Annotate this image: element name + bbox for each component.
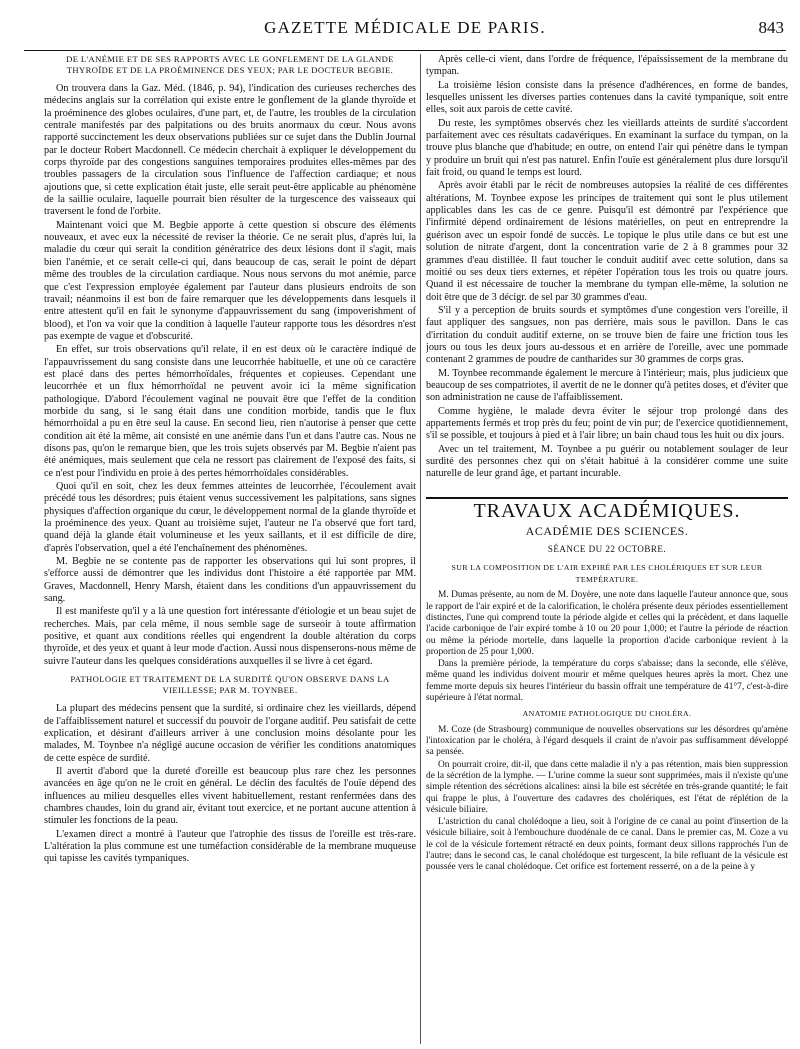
paragraph: M. Begbie ne se contente pas de rapporter les observations qui lui sont propres, il s'efforce aussi de démontrer que les individus dont l'histoire a été rapportée par MM. Graves, Macdonnell, Henry Marsh, étaient dans les conditions d'un appauvrissement du sang. [44, 556, 416, 605]
article-title-air-expire: SUR LA COMPOSITION DE L'AIR EXPIRÉ PAR LES CHOLÉRIQUES ET SUR LEUR TEMPÉRATURE. [451, 562, 763, 585]
page-number: 843 [758, 18, 784, 37]
composition-section [426, 590, 788, 704]
paragraph: En effet, sur trois observations qu'il relate, il en est deux où le caractère indiqué de l'appauvrissement du sang consiste dans une leucorrhée habituelle, et une où ce caractère est placé dans des pertes hémorrhoïdales, fréquentes et copieuses. Cependant une leucorrhée et un flux hémorrhoïdal ne peuvent avoir ici la même signification pathologique. D'abord l'écoulement vaginal ne pouvait être que l'effet de la condition morbide du sang, si le sang était dans une condition morbide, tandis que le flux hémorrhoïdal a pu en être seul la cause. En second lieu, rien n'autorise à penser que cette condition ait été la même, ait consisté en une anémie dans l'un et dans l'autre cas. Nous ne disons pas, qu'on le remarque bien, que les trois sujets observés par M. Begbie n'aient pas été anémiques, mais seulement que cela ne ressort pas clairement de l'exposé des faits, si ce n'est pour l'individu en proie à des pertes hémorrhoïdales considérables. [44, 344, 416, 479]
paragraph: Il avertit d'abord que la dureté d'oreille est beaucoup plus rare chez les personnes avancées en âge qu'on ne le croit en général. Le déclin des facultés de l'ouïe dépend des influences au milieu desquelles elles vivent habituellement, restant renfermées dans des chambres chaudes, loin du grand air, évitant tout exercice, et ne portant aucune attention à stimuler les fonctions de la peau. [44, 765, 416, 827]
journal-title: GAZETTE MÉDICALE DE PARIS. [264, 18, 546, 37]
article-title-surdite: PATHOLOGIE ET TRAITEMENT DE LA SURDITÉ QU'ON OBSERVE DANS LA VIEILLESSE; PAR M. TOYNBEE. [70, 674, 390, 696]
right-column [426, 54, 788, 1044]
paragraph: M. Toynbee recommande également le mercure à l'intérieur; mais, plus judicieux que beaucoup de ses compatriotes, il avertit de ne le donner qu'à petites doses, et d'éviter que son administration ne cause de l'affaiblissement. [426, 367, 788, 404]
paragraph: M. Dumas présente, au nom de M. Doyère, une note dans laquelle l'auteur annonce que, sous le rapport de l'air expiré et de la calorification, le choléra présente deux périodes essentiellement distinctes, l'une qui comprend toute la période algide et celles qui la précèdent, et dans laquelle l'acide carbonique de l'air expiré tombe à 10 ou 20 pour 1,000; et l'autre la période de réaction ou même la période mortelle, dans laquelle la proportion d'acide carbonique revient à la proportion de 25 pour 1,000. [426, 590, 788, 657]
article-title-anemie: DE L'ANÉMIE ET DE SES RAPPORTS AVEC LE GONFLEMENT DE LA GLANDE THYROÏDE ET DE LA PROÉMINENCE DES YEUX; PAR LE DOCTEUR BEGBIE. [66, 54, 394, 75]
paragraph: Il est manifeste qu'il y a là une question fort intéressante d'étiologie et un beau sujet de recherches. Mais, par cela même, il nous semble sage de surseoir à toute affirmation positive, et quant aux conditions réelles qui engendrent la double altération du corps thyroïde, et des yeux et quant à leur mode d'action. Aussi nous dispenserons-nous même de suivre l'auteur dans les quelques considérations auxquelles il se livre à cet égard. [44, 606, 416, 667]
paragraph: M. Coze (de Strasbourg) communique de nouvelles observations sur les désordres qu'amène l'intoxication par le choléra, à l'égard desquels il craint de n'avoir pas suffisamment développé sa pensée. [426, 724, 788, 758]
paragraph: La troisième lésion consiste dans la présence d'adhérences, en forme de bandes, lesquelles unissent les diverses parties contenues dans la cavité tympanique, soit entre elles, soit aux parois de cette cavité. [426, 79, 788, 116]
paragraph: S'il y a perception de bruits sourds et symptômes d'une congestion vers l'oreille, il faut appliquer des sangsues, non pas derrière, mais sous le pavillon. Dans le cas d'irritation du conduit auditif externe, on se trouve bien de faire une friction tous les jours ou tous les deux jours au-dessous et en arrière de l'oreille, avec une pommade contenant 2 grammes de poudre de cantharides sur 30 grammes de corps gras. [426, 304, 788, 366]
paragraph: Dans la première période, la température du corps s'abaisse; dans la seconde, elle s'élève, même quand les individus doivent mourir et même quelques heures après la mort. Chez une femme morte depuis six heures l'intérieur du bassin offrait une température de 41°7, c'est-à-dire supérieure à l'état normal. [426, 659, 788, 704]
anatomie-section [426, 725, 788, 874]
column-divider [420, 54, 421, 1044]
paragraph: L'examen direct a montré à l'auteur que l'atrophie des tissus de l'oreille est très-rare. L'altération la plus commune est une tuméfaction considérable de la membrane muqueuse qui tapisse les cavités tympaniques. [44, 828, 416, 865]
paragraph: Avec un tel traitement, M. Toynbee a pu guérir ou notablement soulager de leur surdité des personnes chez qui on s'était habitué à la considérer comme une suite naturelle de leur grand âge, et partant incurable. [426, 443, 788, 480]
article-title-anatomie: ANATOMIE PATHOLOGIQUE DU CHOLÉRA. [522, 709, 692, 719]
paragraph: L'astriction du canal cholédoque a lieu, soit à l'origine de ce canal au point d'insertion de la vésicule biliaire, soit à l'embouchure duodénale de ce canal. Dans le premier cas, M. Coze a vu le col de la vésicule fortement rétracté en deux points, formant deux sillons rapprochés l'un de l'autre; dans le second cas, le canal cholédoque est turgescent, la bile refluant de la vésicule est poussée vers le canal cholédoque. Cet orifice est fortement resserré, on a de la peine à y [426, 817, 788, 873]
paragraph: Après avoir établi par le récit de nombreuses autopsies la réalité de ces différentes altérations, M. Toynbee expose les principes de traitement qui sont le plus utilement applicables dans les cas de ce genre. Puisqu'il est démontré par l'expérience que l'infirmité dépend ordinairement de lésions matérielles, on peut en entreprendre la guérison avec un espoir fondé de succès. Le topique le plus utile dans ce but est une solution de nitrate d'argent, dont la concentration varie de 2 à 8 grammes pour 32 grammes d'eau distillée. Il faut toucher le conduit auditif avec cette solution, dans sa moitié ou ses deux tiers externes, et répéter l'opération tous les trois ou quatre jours. Quand il est nécessaire de toucher la membrane du tympan elle-même, la solution ne doit être que de 3 décigr. de sel par 30 grammes d'eau. [426, 180, 788, 303]
paragraph: On pourrait croire, dit-il, que dans cette maladie il n'y a pas rétention, mais bien suppression de la sécrétion de la lymphe. — L'urine comme la sueur sont supprimées, mais il n'existe qu'une simple rétention des sécrétions alcalines: ainsi la bile est sécrétée en très-grande quantité; le fait qui frappe le plus, à l'ouverture des cadavres des cholériques, est l'état de réplétion de la vésicule biliaire. [426, 759, 788, 815]
academie-title: ACADÉMIE DES SCIENCES. [525, 524, 689, 539]
paragraph: Après celle-ci vient, dans l'ordre de fréquence, l'épaississement de la membrane du tympan. [426, 54, 788, 78]
paragraph: Quoi qu'il en soit, chez les deux femmes atteintes de leucorrhée, l'écoulement avait précédé tous les désordres; puis étaient venus successivement les palpitations, sans signes physiques d'affection organique du cœur, le développement normal de la glande thyroïde et la proéminence des yeux. Quant au troisième sujet, l'auteur ne l'a observé que fort tard, quand déjà la glande était volumineuse et les yeux saillants, et il est difficile de dire, d'après l'observation, quel a été l'enchaînement des phénomènes. [44, 481, 416, 554]
paragraph: La plupart des médecins pensent que la surdité, si ordinaire chez les vieillards, dépend de l'affaiblissement naturel et successif du pouvoir de l'organe auditif. Peu satisfait de cette explication, et désirant d'ailleurs arriver à une conclusion moins désolante pour les malades, M. Toynbee n'a négligé aucune occasion de vérifier les conditions anatomiques de cette espèce de surdité. [44, 703, 416, 764]
paragraph: Du reste, les symptômes observés chez les vieillards atteints de surdité s'accordent parfaitement avec ces résultats cadavériques. En examinant la surface du tympan, on la trouve plus blanche que d'habitude; en outre, on entend l'air qui pénètre dans le tympan y produire un bruit qui n'est pas naturel. Enfin l'ouïe est généralement plus dure lorsqu'il fait froid, ou quand le temps est lourd. [426, 117, 788, 179]
travaux-academiques-title: TRAVAUX ACADÉMIQUES. [473, 499, 741, 522]
page-header [24, 10, 786, 51]
section-rule [426, 497, 788, 499]
paragraph: Maintenant voici que M. Begbie apporte à cette question si obscure des éléments nouveaux, et avec eux la nécessité de reviser la théorie. Ce ne serait plus, d'après lui, la maladie du cœur qui serait la condition génératrice des deux lésions dont il s'agit, mais bien l'anémie, et ce serait celle-ci qui, dans beaucoup de cas, serait le point de départ même des troubles de la circulation cardiaque. Nous nous servons du mot anémie, parce que c'est l'expression employée également par l'auteur dans plusieurs endroits de son travail; néanmoins il est bon de faire remarquer que les développements dans lesquels il entre attestent qu'il en fait le synonyme d'appauvrissement du sang (impoverishment of blood), et l'on va voir que la condition à laquelle l'auteur rapporte tous les désordres n'est pas exempte de vague et d'obscurité. [44, 219, 416, 342]
paragraph: On trouvera dans la Gaz. Méd. (1846, p. 94), l'indication des curieuses recherches des médecins anglais sur la corrélation qui existe entre le gonflement de la glande thyroïde et la proéminence des globes oculaires, d'une part, et, de l'autre, les troubles de la circulation centrale manifestés par des palpitations ou des bruits anormaux du cœur. Nous avons rapporté succinctement les deux observations publiées sur ce sujet dans the Dublin Journal par le docteur Robert Macdonnell. Ce médecin cherchait à expliquer le développement du corps thyroïde par des congestions sanguines temporaires produites elles-mêmes par des troubles passagers de la circulation sous l'influence de l'affection cardiaque; et nous ajoutions que, si cette explication était juste, elle serait peut-être applicable au phénomène de la saillie oculaire, laquelle pourrait bien résulter de la turgescence des vaisseaux qui traversent le fond de l'orbite. [44, 83, 416, 218]
left-column [44, 54, 416, 1044]
paragraph: Comme hygiène, le malade devra éviter le séjour trop prolongé dans des appartements fermés et trop près du feu; point de vin pur; de l'exercice quotidiennement, s'il se possible, et toujours à pied et à l'air libre; un bain chaud tous les huit ou dix jours. [426, 405, 788, 442]
seance-date: SÉANCE DU 22 OCTOBRE. [547, 544, 667, 555]
